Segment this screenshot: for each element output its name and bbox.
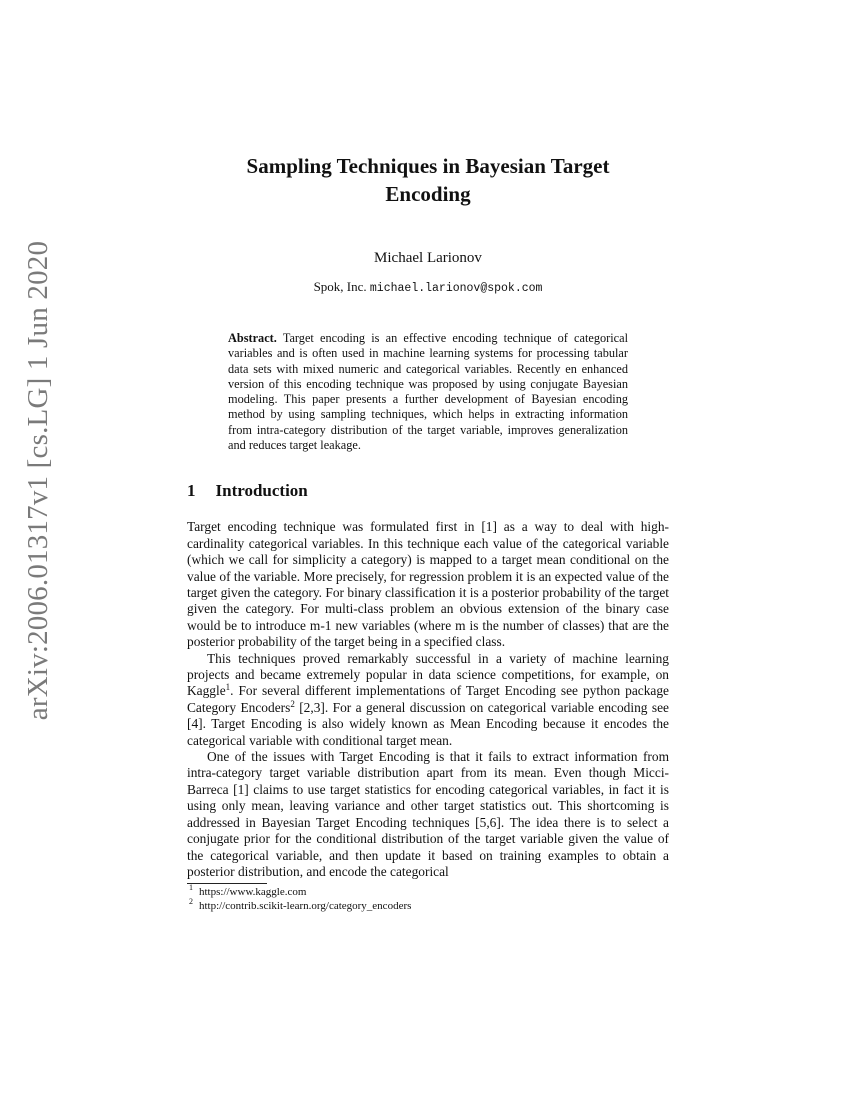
footnote-mark: 1: [189, 883, 193, 893]
footnotes: [187, 883, 669, 913]
paragraph: Target encoding technique was formulated first in [1] as a way to deal with high-cardinality categorical variables. In this technique each value of the categorical variable (which we call for simplicity a category) is mapped to a target mean conditional on the value of the variable. More precisely, for regression problem it is an expected value of the target given the category. For binary classification it is a posterior probability of the target given the category. For multi-class problem an obvious extension of the binary case would be to introduce m-1 new variables (where m is the number of classes) that are the posterior probability of the target being in a specified class.: [187, 519, 669, 650]
abstract-label: Abstract.: [228, 331, 277, 345]
abstract-text: Target encoding is an effective encoding technique of categorical variables and is often used in machine learning systems for processing tabular data sets with mixed numeric and categorical variables. Recently en enhanced version of this encoding technique was proposed by using conjugate Bayesian modeling. This paper presents a further development of Bayesian encoding method by using sampling techniques, which helps in extracting information from intra-category distribution of the target variable, improves generalization and reduces target leakage.: [228, 331, 628, 453]
paragraph-text: This techniques proved remarkably successful in a variety of machine learning projects and became extremely popular in data science competitions, for example, on Kaggle: [187, 650, 669, 699]
author-email: michael.larionov@spok.com: [369, 282, 543, 295]
paragraph-text: [2,3]. For a general discussion on categorical variable encoding see [4]. Target Encoding is also widely known as Mean Encoding because it encodes the categorical variable with conditional target mean.: [187, 699, 669, 748]
section-body: [187, 519, 669, 880]
footnote: [187, 883, 669, 900]
paragraph-text: . For several different implementations of Target Encoding see python package Category Encoders: [187, 683, 669, 715]
affiliation-org: Spok, Inc.: [313, 279, 367, 294]
paragraph: One of the issues with Target Encoding is that it fails to extract information from intra-category target variable distribution apart from its mean. Even though Micci-Barreca [1] claims to use target statistics for encoding categorical variables, in fact it is using only mean, leaving variance and other target statistics out. This shortcoming is addressed in Bayesian Target Encoding techniques [5,6]. The idea there is to select a conjugate prior for the conditional distribution of the target variable given the value of the categorical variable, and then update it based on training examples to obtain a posterior distribution, and encode the categorical: [187, 749, 669, 879]
abstract: [228, 331, 628, 453]
section-heading: [187, 481, 669, 501]
paper-page: [187, 152, 669, 913]
footnote-link: http://contrib.scikit-learn.org/category_encoders: [199, 899, 412, 912]
arxiv-identifier: arXiv:2006.01317v1 [cs.LG] 1 Jun 2020: [22, 240, 55, 720]
footnote: [187, 896, 669, 914]
arxiv-sidebar-stamp: [18, 240, 60, 720]
paper-title: Sampling Techniques in Bayesian Target Encoding: [246, 154, 610, 206]
footnote-ref: 1: [225, 682, 231, 693]
footnote-mark: 2: [189, 896, 193, 906]
affiliation: [187, 279, 669, 295]
paragraph: [187, 651, 669, 749]
author-name: Michael Larionov: [374, 250, 482, 266]
section-number: 1: [187, 481, 196, 501]
footnote-divider: [187, 883, 267, 884]
footnote-link: https://www.kaggle.com: [199, 886, 307, 899]
footnote-ref: 2: [290, 698, 295, 709]
section-title: Introduction: [215, 481, 308, 501]
